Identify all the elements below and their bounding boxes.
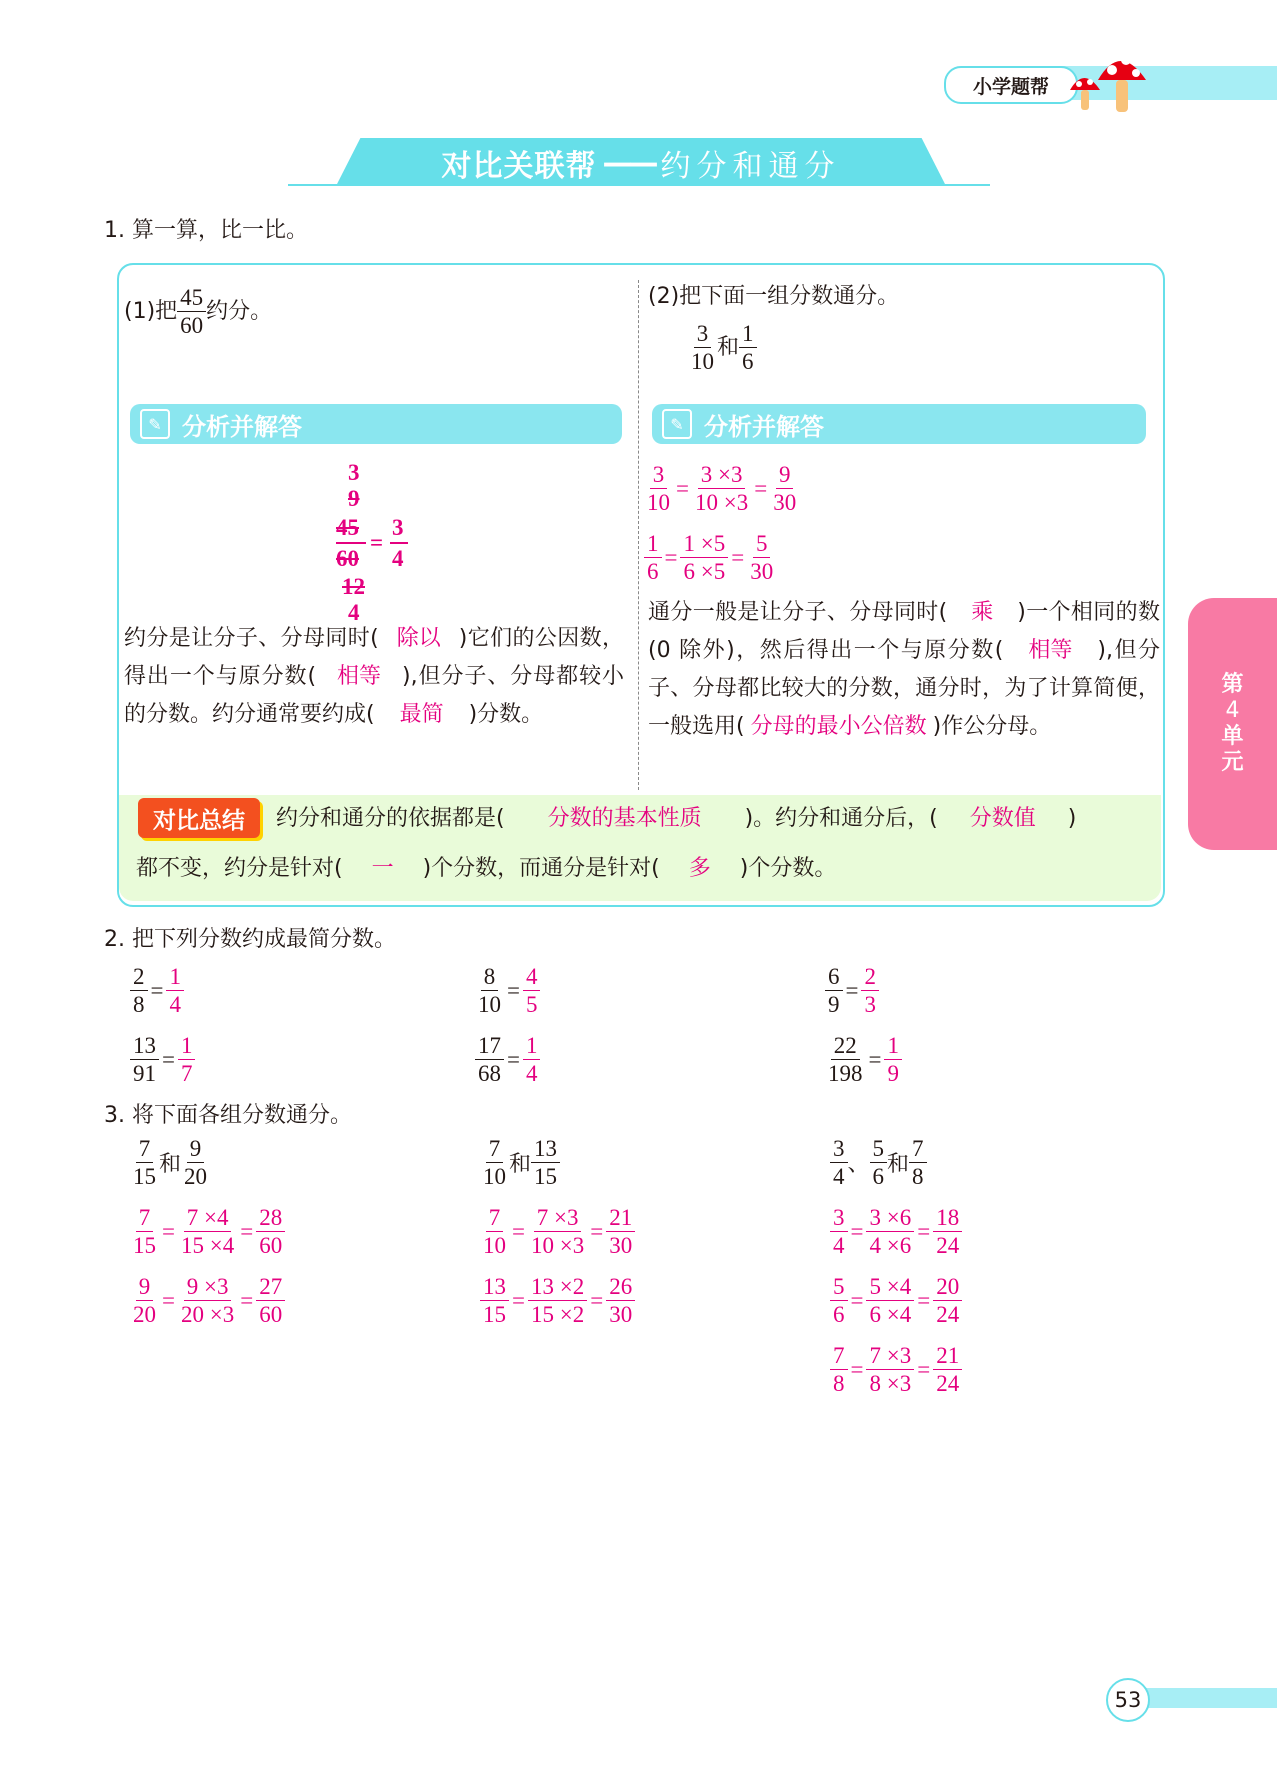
fraction: $\frac{3}{10}$ — [647, 462, 670, 515]
equals: = — [507, 977, 520, 1003]
equals: = — [676, 475, 689, 501]
summary-line-2 — [136, 850, 836, 888]
answer-blank: 多 — [688, 856, 711, 881]
answer-blank: 相等 — [337, 664, 382, 689]
reduction-item — [475, 965, 540, 1016]
side-tab-char: 4 — [1225, 698, 1240, 723]
reduction-item — [825, 965, 879, 1016]
fraction: $\frac{6}{9}$ — [825, 965, 843, 1016]
fraction: $\frac{4}{5}$ — [523, 965, 541, 1016]
fraction: $\frac{1 \times 5}{6 \times 5}$ — [680, 532, 728, 583]
equals: = — [664, 544, 678, 570]
work-top2: 9 — [348, 486, 360, 511]
fraction: $\frac{21}{30}$ — [606, 1206, 635, 1257]
equation-row: $\frac{7}{15}$ = $\frac{7 \times 4}{15 \times 4}$ = $\frac{28}{60}$ — [130, 1206, 285, 1257]
analysis-banner-right — [652, 404, 1146, 444]
fraction: $\frac{7 \times 3}{8 \times 3}$ — [866, 1344, 914, 1395]
fraction: $\frac{1}{4}$ — [523, 1034, 541, 1085]
work-numerator: 45 — [336, 515, 359, 540]
fraction: $\frac{1}{4}$ — [166, 965, 184, 1016]
fraction: $\frac{45}{60}$ — [177, 286, 206, 337]
answer-blank: 相等 — [1028, 638, 1073, 663]
fraction: $\frac{13}{15}$ — [531, 1137, 560, 1188]
text-run: ) — [1067, 806, 1077, 831]
fraction: $\frac{9 \times 3}{20 \times 3}$ — [180, 1274, 235, 1327]
fraction: $\frac{5}{6}$ — [830, 1275, 848, 1326]
answer-blank: 乘 — [971, 600, 994, 625]
equation-row — [644, 532, 776, 583]
text-run: )分数。 — [468, 702, 544, 727]
equals: = — [162, 1046, 175, 1072]
fraction: $\frac{3}{4}$ — [830, 1206, 848, 1257]
answer-blank: 除以 — [396, 626, 441, 651]
join-word: 和 — [887, 1152, 910, 1177]
analysis-banner-left — [130, 404, 622, 444]
q2-title: 2. 把下列分数约成最简分数。 — [104, 927, 396, 952]
pencil-icon: ✎ — [140, 409, 170, 439]
q1-divider — [638, 280, 639, 790]
fraction: $\frac{13}{15}$ — [480, 1275, 509, 1326]
text-run: 都不变，约分是针对( — [136, 856, 343, 881]
join-word: 和 — [159, 1152, 182, 1177]
left-explanation — [124, 620, 624, 734]
work-bar — [336, 542, 366, 544]
equals: = — [845, 977, 859, 1003]
brand-text: 小学题帮 — [972, 75, 1049, 98]
fraction: $\frac{7}{8}$ — [909, 1137, 927, 1188]
equation-row: $\frac{7}{8}$ = $\frac{7 \times 3}{8 \times 3}$ = $\frac{21}{24}$ — [830, 1344, 962, 1395]
fraction: $\frac{2}{8}$ — [130, 965, 148, 1016]
fraction: $\frac{7}{10}$ — [483, 1205, 506, 1258]
equals: = — [754, 475, 768, 501]
right-prompt: (2)把下面一组分数通分。 — [648, 284, 900, 309]
fraction: $\frac{3 \times 6}{4 \times 6}$ — [866, 1206, 914, 1257]
reduction-item — [130, 1034, 195, 1085]
answer-blank: 分母的最小公倍数 — [750, 714, 927, 739]
equals: = — [150, 977, 164, 1003]
analysis-label: 分析并解答 — [182, 412, 302, 441]
text-run: ),但分子、分母都较小的分数。约分通常要约成( — [124, 664, 625, 727]
summary-line-1 — [276, 800, 1076, 838]
text-run: )一个相同的数(0 除外)，然后得出一个与原分数( — [648, 600, 1160, 663]
fraction: $\frac{5}{30}$ — [750, 531, 774, 584]
summary-badge — [138, 798, 260, 838]
work-eq: = — [370, 530, 384, 555]
answer-blank: 一 — [371, 856, 394, 881]
fraction: $\frac{28}{60}$ — [256, 1206, 285, 1257]
fraction: $\frac{20}{24}$ — [933, 1275, 962, 1326]
text-run: ),但分子、分母都比较大的分数，通分时，为了计算简便，一般选用( — [648, 638, 1161, 739]
pencil-icon: ✎ — [662, 409, 692, 439]
section-title-dash: —— — [602, 145, 655, 181]
fraction: $\frac{21}{24}$ — [933, 1344, 962, 1395]
text-run: )个分数，而通分是针对( — [422, 856, 660, 881]
q3-title: 3. 将下面各组分数通分。 — [104, 1103, 352, 1128]
q3-group-fractions — [130, 1137, 210, 1188]
left-prompt-post: 约分。 — [206, 298, 273, 324]
summary-badge-label: 对比总结 — [153, 807, 245, 834]
equation-row: $\frac{3}{4}$ = $\frac{3 \times 6}{4 \times 6}$ = $\frac{18}{24}$ — [830, 1206, 962, 1257]
brand-pill — [944, 66, 1078, 104]
equals: = — [868, 1046, 882, 1072]
reduction-item — [475, 1034, 540, 1085]
text-run: 通分一般是让分子、分母同时( — [648, 600, 948, 625]
fraction: $\frac{9}{20}$ — [133, 1274, 156, 1327]
fraction: $\frac{7}{10}$ — [483, 1136, 506, 1189]
fraction: $\frac{2}{3}$ — [861, 965, 879, 1016]
text-run: 约分是让分子、分母同时( — [124, 626, 379, 651]
fraction: $\frac{1}{9}$ — [884, 1034, 902, 1085]
fraction: $\frac{8}{10}$ — [478, 964, 501, 1017]
fraction: $\frac{9}{20}$ — [184, 1136, 208, 1189]
equation-row — [644, 463, 799, 514]
fraction: $\frac{5}{6}$ — [870, 1137, 888, 1188]
fraction: $\frac{27}{60}$ — [256, 1275, 285, 1326]
equation-row: $\frac{9}{20}$ = $\frac{9 \times 3}{20 \times 3}$ = $\frac{27}{60}$ — [130, 1275, 285, 1326]
equation-row: $\frac{7}{10}$ = $\frac{7 \times 3}{10 \times 3}$ = $\frac{21}{30}$ — [480, 1206, 635, 1257]
equals: = — [731, 544, 745, 570]
equals: = — [507, 1046, 520, 1072]
text-run: )个分数。 — [739, 856, 837, 881]
fraction: $\frac{13 \times 2}{15 \times 2}$ — [528, 1275, 587, 1326]
page-number: 53 — [1114, 1688, 1142, 1712]
text-run: )它们的公因数，得出一个与原分数( — [124, 626, 624, 689]
mushroom-icon — [1064, 46, 1154, 116]
side-tab-char: 元 — [1221, 750, 1244, 775]
work-result-d: 4 — [392, 546, 404, 571]
fraction: $\frac{3}{4}$ — [830, 1137, 848, 1188]
fraction: $\frac{7 \times 3}{10 \times 3}$ — [530, 1205, 585, 1258]
left-prompt — [124, 286, 272, 337]
join-word: 和 — [509, 1152, 532, 1177]
fraction: $\frac{3 \times 3}{10 \times 3}$ — [694, 462, 749, 515]
answer-blank: 分数值 — [969, 806, 1036, 831]
fraction: $\frac{7}{15}$ — [133, 1136, 156, 1189]
side-tab-char: 第 — [1221, 672, 1244, 697]
q3-group-fractions — [830, 1137, 927, 1188]
work-top: 3 — [348, 460, 360, 485]
right-fractions — [688, 322, 757, 373]
work-denominator: 60 — [336, 546, 359, 571]
section-title-main: 对比关联帮 — [441, 149, 597, 184]
fraction: $\frac{18}{24}$ — [933, 1206, 962, 1257]
reduction-work — [330, 460, 440, 625]
fraction: $\frac{22}{198}$ — [828, 1033, 863, 1086]
left-prompt-pre: (1)把 — [124, 298, 178, 324]
fraction: $\frac{5 \times 4}{6 \times 4}$ — [866, 1275, 914, 1326]
side-tab-char: 单 — [1221, 724, 1244, 749]
fraction: $\frac{1}{7}$ — [178, 1034, 196, 1085]
work-bot: 4 — [348, 600, 360, 625]
text-run: 约分和通分的依据都是( — [276, 806, 505, 831]
work-bot2: 12 — [342, 574, 365, 599]
section-title-sub: 约分和通分 — [660, 149, 841, 184]
work-result-bar — [390, 542, 408, 544]
reduction-item — [130, 965, 184, 1016]
fraction: $\frac{3}{10}$ — [691, 321, 714, 374]
fraction: $\frac{26}{30}$ — [606, 1275, 635, 1326]
text-run: )作公分母。 — [932, 714, 1052, 739]
equation-row: $\frac{13}{15}$ = $\frac{13 \times 2}{15 \times 2}$ = $\frac{26}{30}$ — [480, 1275, 635, 1326]
fraction: $\frac{1}{6}$ — [739, 322, 757, 373]
text-run: )。约分和通分后，( — [744, 806, 938, 831]
fraction: $\frac{9}{30}$ — [773, 462, 797, 515]
right-explanation — [648, 594, 1160, 746]
analysis-label: 分析并解答 — [704, 412, 824, 441]
q1-title: 1. 算一算，比一比。 — [104, 218, 308, 243]
equation-row: $\frac{5}{6}$ = $\frac{5 \times 4}{6 \times 4}$ = $\frac{20}{24}$ — [830, 1275, 962, 1326]
page-number-badge — [1106, 1678, 1150, 1722]
fraction: $\frac{7}{15}$ — [133, 1205, 156, 1258]
fraction: $\frac{7 \times 4}{15 \times 4}$ — [180, 1205, 235, 1258]
work-result-n: 3 — [392, 515, 404, 540]
join-word: 、 — [847, 1152, 870, 1177]
section-title — [336, 140, 946, 186]
answer-blank: 最简 — [399, 702, 444, 727]
q3-group-fractions — [480, 1137, 560, 1188]
fraction: $\frac{1}{6}$ — [644, 532, 662, 583]
footer-strip — [1130, 1688, 1277, 1708]
side-unit-tab — [1188, 598, 1277, 850]
reduction-item — [825, 1034, 902, 1085]
fraction: $\frac{7}{8}$ — [830, 1344, 848, 1395]
and-word: 和 — [717, 334, 740, 360]
fraction: $\frac{17}{68}$ — [475, 1034, 504, 1085]
fraction: $\frac{13}{91}$ — [130, 1034, 159, 1085]
answer-blank: 分数的基本性质 — [547, 806, 702, 831]
